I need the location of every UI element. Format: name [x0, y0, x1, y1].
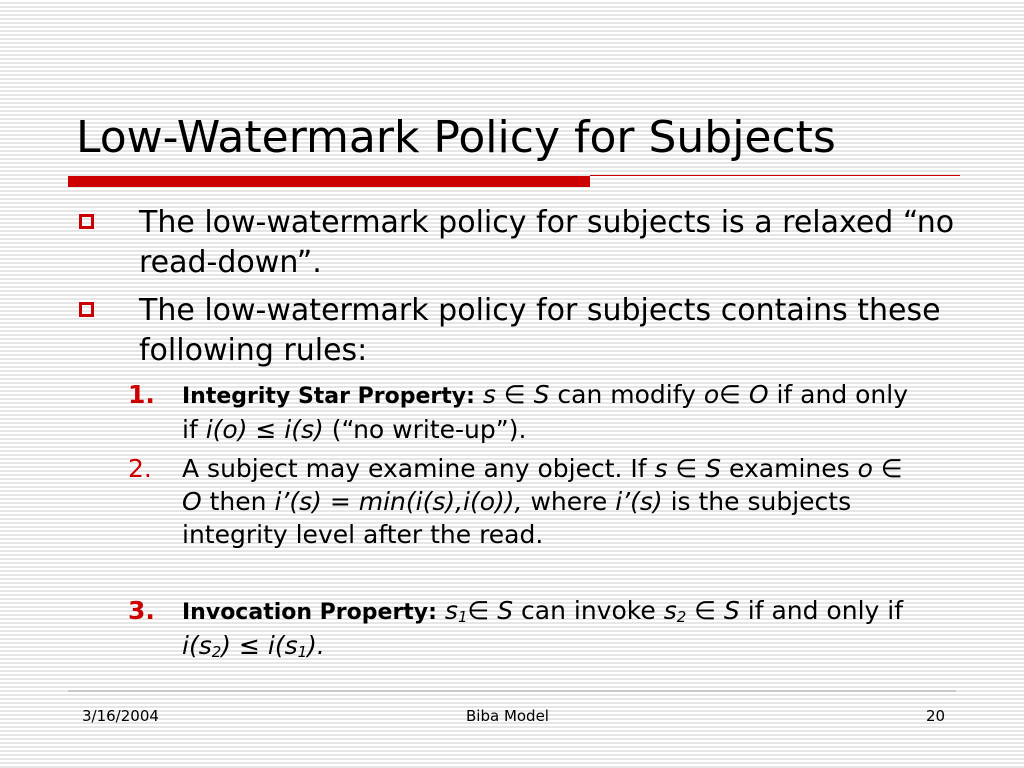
- math-expr: i’(s) = min(i(s),i(o)),: [274, 487, 523, 516]
- footer-divider: [68, 690, 956, 692]
- math-subscript: 1: [457, 608, 468, 626]
- rule-fragment: examines: [721, 454, 858, 483]
- rule-item-3: [128, 594, 928, 662]
- rule-text: [182, 452, 928, 551]
- math-expr: o ∈ O: [182, 454, 903, 516]
- bullet-item: [79, 291, 959, 371]
- square-bullet-icon: [79, 302, 94, 317]
- title-underline-thin: [590, 175, 960, 176]
- rule-number: 2.: [128, 454, 152, 483]
- rule-number: 1.: [128, 380, 155, 409]
- rule-label: Integrity Star Property:: [182, 384, 475, 409]
- rule-fragment: (“no write-up”).: [323, 415, 527, 444]
- math-subscript: 2: [211, 643, 222, 661]
- rule-text: [182, 378, 928, 446]
- rule-fragment: can modify: [549, 380, 704, 409]
- math-expr: s ∈ S: [654, 454, 722, 483]
- page-number: 20: [926, 707, 946, 725]
- rule-fragment: A subject may examine any object. If: [182, 454, 655, 483]
- rule-number: 3.: [128, 596, 155, 625]
- title-underline-bar: [68, 176, 590, 187]
- rule-item-1: [128, 378, 928, 446]
- math-expr: i(s: [182, 631, 212, 660]
- math-expr: s: [436, 596, 458, 625]
- rule-fragment: is the subjects integrity level after the read.: [182, 487, 852, 549]
- bullet-text: The low-watermark policy for subjects contains these following rules:: [139, 293, 941, 368]
- rule-fragment: then: [201, 487, 275, 516]
- rule-label: Invocation Property:: [182, 600, 437, 625]
- math-expr: o∈ O: [703, 380, 769, 409]
- math-expr: ) ≤ i(s: [221, 631, 298, 660]
- footer-date: 3/16/2004: [82, 707, 159, 725]
- math-expr: ∈ S: [467, 596, 514, 625]
- math-expr: i(o) ≤ i(s): [205, 415, 324, 444]
- math-expr: ∈ S: [686, 596, 740, 625]
- footer-title: Biba Model: [466, 707, 549, 725]
- math-subscript: 2: [676, 608, 687, 626]
- rule-fragment: if and only if: [182, 380, 909, 444]
- rule-fragment: where: [522, 487, 616, 516]
- rule-item-2: [128, 452, 928, 551]
- rule-fragment: can invoke: [513, 596, 664, 625]
- math-subscript: 1: [297, 643, 308, 661]
- math-expr: ).: [307, 631, 325, 660]
- rule-text: [182, 594, 928, 662]
- math-expr: i’(s): [615, 487, 663, 516]
- bullet-text: The low-watermark policy for subjects is a relaxed “no read-down”.: [139, 205, 955, 280]
- slide-title: Low-Watermark Policy for Subjects: [76, 112, 836, 163]
- math-expr: s: [663, 596, 677, 625]
- square-bullet-icon: [79, 214, 94, 229]
- bullet-item: [79, 203, 959, 283]
- math-expr: s ∈ S: [474, 380, 550, 409]
- rule-fragment: if and only if: [739, 596, 904, 625]
